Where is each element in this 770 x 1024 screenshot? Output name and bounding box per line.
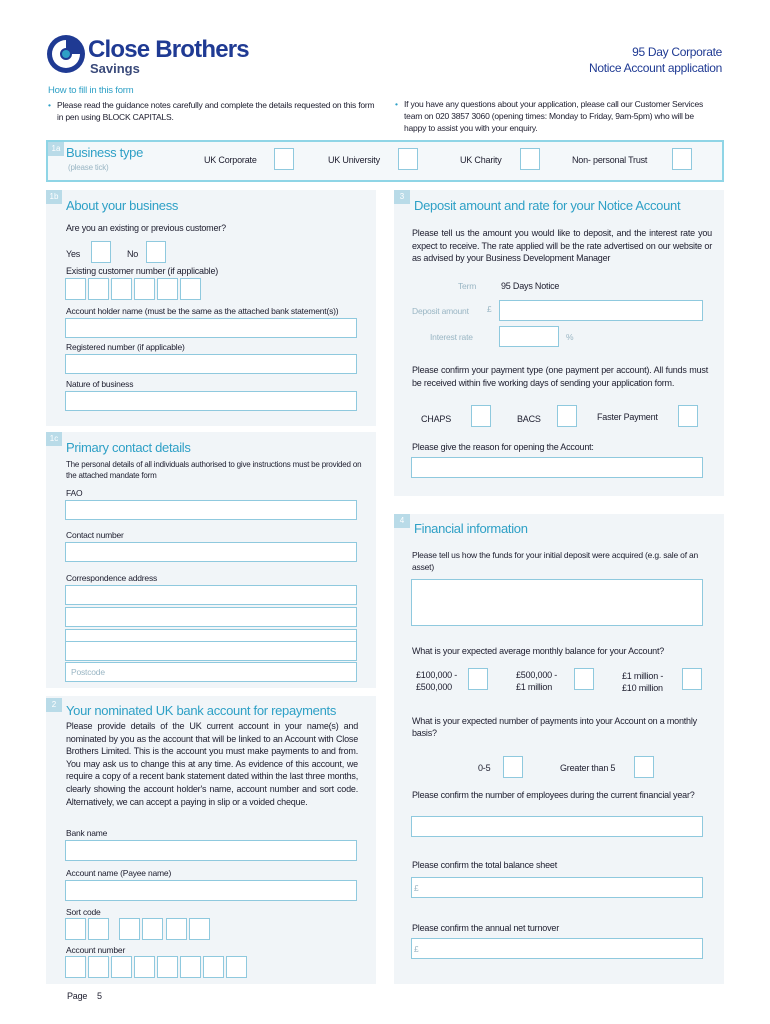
account-number-label: Account number xyxy=(66,945,126,955)
form-title-line2: Notice Account application xyxy=(589,61,722,75)
checkbox-balance-1[interactable] xyxy=(468,668,488,690)
account-number-digit-5[interactable] xyxy=(157,956,178,978)
yes-label: Yes xyxy=(66,249,81,259)
brand-logo xyxy=(46,34,86,74)
section-4-number: 4 xyxy=(394,514,410,528)
address-line-2[interactable] xyxy=(65,607,357,627)
checkbox-payments-greater-5[interactable] xyxy=(634,756,654,778)
payments-option-2-label: Greater than 5 xyxy=(560,763,616,773)
section-1a-title: Business type xyxy=(66,145,144,160)
checkbox-non-personal-trust[interactable] xyxy=(672,148,692,170)
sort-code-digit-2[interactable] xyxy=(88,918,109,940)
section-1a-number: 1a xyxy=(48,142,64,156)
account-number-digit-4[interactable] xyxy=(134,956,155,978)
page-label: Page xyxy=(67,991,88,1001)
instructions-left: • Please read the guidance notes carefully and complete the details requested on this form in pen using BLOCK CAPITALS. xyxy=(57,99,377,123)
fao-field[interactable] xyxy=(65,500,357,520)
balance-option-1-line1: £100,000 - xyxy=(416,670,458,680)
nature-of-business-field[interactable] xyxy=(65,391,357,411)
checkbox-balance-2[interactable] xyxy=(574,668,594,690)
turnover-currency: £ xyxy=(414,944,419,954)
section-4-title: Financial information xyxy=(414,521,528,536)
sort-code-digit-3[interactable] xyxy=(119,918,140,940)
section-1c-number: 1c xyxy=(46,432,62,446)
balance-option-3-line1: £1 million - xyxy=(622,671,664,681)
deposit-amount-field[interactable] xyxy=(499,300,703,321)
account-number-digit-1[interactable] xyxy=(65,956,86,978)
option-uk-university-label: UK University xyxy=(328,155,380,165)
fao-label: FAO xyxy=(66,488,83,498)
address-line-1[interactable] xyxy=(65,585,357,605)
section-2-title: Your nominated UK bank account for repayments xyxy=(66,703,337,718)
account-number-digit-3[interactable] xyxy=(111,956,132,978)
postcode-field[interactable] xyxy=(65,662,357,682)
sort-code-digit-1[interactable] xyxy=(65,918,86,940)
contact-number-label: Contact number xyxy=(66,530,124,540)
account-number-digit-6[interactable] xyxy=(180,956,201,978)
account-number-digit-2[interactable] xyxy=(88,956,109,978)
funds-acquired-label: Please tell us how the funds for your initial deposit were acquired (e.g. sale of an asset) xyxy=(412,550,699,572)
address-line-4[interactable] xyxy=(65,641,357,661)
deposit-currency: £ xyxy=(487,304,492,314)
customer-number-digit-3[interactable] xyxy=(111,278,132,300)
section-2-number: 2 xyxy=(46,698,62,712)
checkbox-no[interactable] xyxy=(146,241,166,263)
funds-acquired-field[interactable] xyxy=(411,579,703,626)
section-1b-title: About your business xyxy=(66,198,179,213)
instructions-heading: How to fill in this form xyxy=(48,85,134,96)
customer-number-digit-6[interactable] xyxy=(180,278,201,300)
contact-number-field[interactable] xyxy=(65,542,357,562)
checkbox-payments-0-5[interactable] xyxy=(503,756,523,778)
turnover-label: Please confirm the annual net turnover xyxy=(412,923,559,933)
holder-name-label: Account holder name (must be the same as the attached bank statement(s)) xyxy=(66,306,339,316)
nature-of-business-label: Nature of business xyxy=(66,379,134,389)
logo-mark-icon xyxy=(46,34,86,74)
term-label: Term xyxy=(458,281,477,291)
balance-sheet-field[interactable] xyxy=(411,877,703,898)
balance-option-2-line2: £1 million xyxy=(516,682,553,692)
checkbox-uk-charity[interactable] xyxy=(520,148,540,170)
section-3-number: 3 xyxy=(394,190,410,204)
reason-field[interactable] xyxy=(411,457,703,478)
section-3-title: Deposit amount and rate for your Notice Account xyxy=(414,198,681,213)
payments-option-1-label: 0-5 xyxy=(478,763,491,773)
instructions-right: • If you have any questions about your application, please call our Customer Services team on 020 3857 3060 (opening times: Monday to Friday, 9am-5pm) who will be happy to assist you with your enquiry. xyxy=(404,98,718,134)
registered-number-label: Registered number (if applicable) xyxy=(66,342,185,352)
payment-chaps-label: CHAPS xyxy=(421,414,452,424)
checkbox-uk-university[interactable] xyxy=(398,148,418,170)
checkbox-chaps[interactable] xyxy=(471,405,491,427)
sort-code-digit-6[interactable] xyxy=(189,918,210,940)
form-title-line1: 95 Day Corporate xyxy=(632,45,722,59)
section-1b-number: 1b xyxy=(46,190,62,204)
checkbox-uk-corporate[interactable] xyxy=(274,148,294,170)
correspondence-address-label: Correspondence address xyxy=(66,573,158,583)
deposit-amount-label: Deposit amount xyxy=(412,306,469,316)
option-uk-charity-label: UK Charity xyxy=(460,155,502,165)
holder-name-field[interactable] xyxy=(65,318,357,338)
brand-name: Close Brothers xyxy=(88,36,249,63)
customer-number-digit-4[interactable] xyxy=(134,278,155,300)
payment-type-text: Please confirm your payment type (one payment per account). All funds must be received within five working days of sending your application form. xyxy=(412,365,708,388)
customer-number-digit-1[interactable] xyxy=(65,278,86,300)
bank-name-field[interactable] xyxy=(65,840,357,861)
balance-option-1-line2: £500,000 xyxy=(416,682,452,692)
balance-sheet-currency: £ xyxy=(414,883,419,893)
section-2-body: Please provide details of the UK current account in your name(s) and nominated by you as the account that will be linked to an Account with Close Brothers Limited. This is the account you must make payments to and from. You may ask us to change this at any time. As evidence of this account, we require a copy of a recent bank statement dated within the last three months, clearly showing the account holder's name, account number and sort code. Alternatively, we can accept a paying in slip or a voided cheque. xyxy=(66,721,358,807)
section-1a-hint: (please tick) xyxy=(68,163,109,172)
bank-name-label: Bank name xyxy=(66,828,108,838)
option-non-personal-trust-label: Non- personal Trust xyxy=(572,155,648,165)
employees-field[interactable] xyxy=(411,816,703,837)
account-number-digit-8[interactable] xyxy=(226,956,247,978)
payment-bacs-label: BACS xyxy=(517,414,541,424)
sort-code-digit-5[interactable] xyxy=(166,918,187,940)
no-label: No xyxy=(127,249,139,259)
section-3-intro: Please tell us the amount you would like to deposit, and the interest rate you expect to receive. The rate applied will be the rate advertised on our website or as advised by your Business Development Manager xyxy=(412,228,712,264)
checkbox-balance-3[interactable] xyxy=(682,668,702,690)
section-1c-intro: The personal details of all individuals authorised to give instructions must be provided on the attached mandate form xyxy=(66,460,362,480)
balance-option-3-line2: £10 million xyxy=(622,683,663,693)
payee-name-label: Account name (Payee name) xyxy=(66,868,172,878)
section-1c-title: Primary contact details xyxy=(66,440,191,455)
payment-faster-label: Faster Payment xyxy=(597,412,658,422)
account-number-digit-7[interactable] xyxy=(203,956,224,978)
term-value: 95 Days Notice xyxy=(501,281,560,291)
payments-question: What is your expected number of payments into your Account on a monthly basis? xyxy=(412,716,697,738)
turnover-field[interactable] xyxy=(411,938,703,959)
checkbox-yes[interactable] xyxy=(91,241,111,263)
percent-sign: % xyxy=(566,332,574,342)
brand-sub: Savings xyxy=(90,61,140,76)
balance-question: What is your expected average monthly balance for your Account? xyxy=(412,646,665,656)
registered-number-field[interactable] xyxy=(65,354,357,374)
checkbox-faster-payment[interactable] xyxy=(678,405,698,427)
balance-sheet-label: Please confirm the total balance sheet xyxy=(412,860,557,870)
interest-rate-field[interactable] xyxy=(499,326,559,347)
page-number: 5 xyxy=(97,991,102,1001)
interest-rate-label: Interest rate xyxy=(430,332,473,342)
reason-label: Please give the reason for opening the Account: xyxy=(412,442,594,452)
customer-number-digit-5[interactable] xyxy=(157,278,178,300)
customer-number-digit-2[interactable] xyxy=(88,278,109,300)
option-uk-corporate-label: UK Corporate xyxy=(204,155,257,165)
sort-code-digit-4[interactable] xyxy=(142,918,163,940)
sort-code-label: Sort code xyxy=(66,907,101,917)
checkbox-bacs[interactable] xyxy=(557,405,577,427)
employees-label: Please confirm the number of employees during the current financial year? xyxy=(412,790,695,800)
existing-customer-question: Are you an existing or previous customer? xyxy=(66,223,226,233)
existing-number-label: Existing customer number (if applicable) xyxy=(66,266,219,276)
payee-name-field[interactable] xyxy=(65,880,357,901)
balance-option-2-line1: £500,000 - xyxy=(516,670,558,680)
postcode-placeholder: Postcode xyxy=(71,667,105,677)
